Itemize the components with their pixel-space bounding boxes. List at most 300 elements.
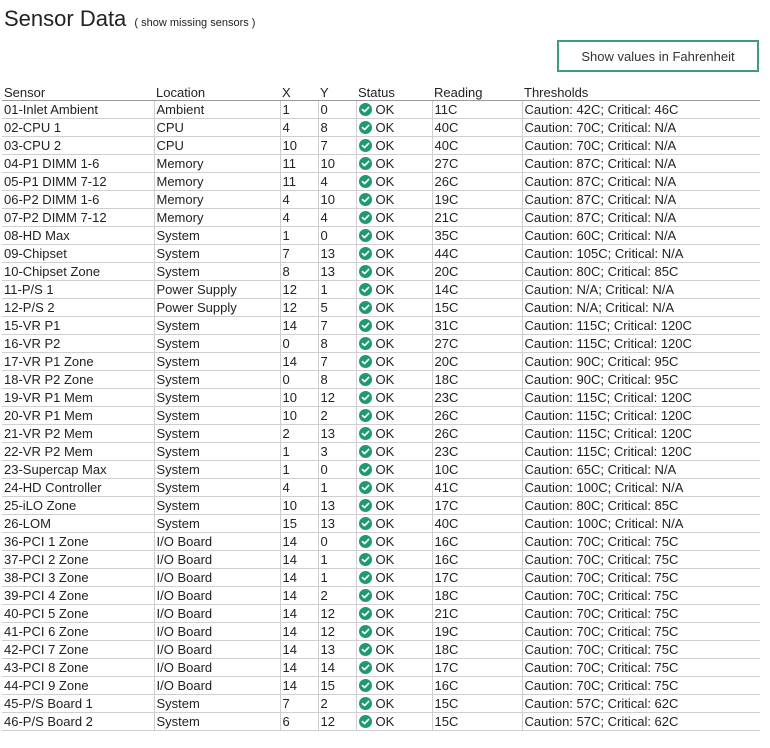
status-text: OK	[375, 210, 395, 225]
status-text: OK	[375, 156, 395, 171]
sensor-reading: 26C	[432, 173, 522, 191]
sensor-thresholds: Caution: 60C; Critical: N/A	[522, 227, 760, 245]
table-row	[2, 569, 760, 587]
sensor-x: 4	[280, 119, 318, 137]
table-row	[2, 533, 760, 551]
status-text: OK	[375, 138, 395, 153]
check-circle-icon	[359, 409, 372, 422]
status-text: OK	[375, 570, 395, 585]
sensor-x: 14	[280, 677, 318, 695]
sensor-name: 46-P/S Board 2	[2, 713, 154, 731]
sensor-y: 15	[318, 677, 356, 695]
column-header-thresholds[interactable]: Thresholds	[522, 82, 760, 101]
sensor-name: 18-VR P2 Zone	[2, 371, 154, 389]
sensor-x: 14	[280, 533, 318, 551]
sensor-x: 10	[280, 389, 318, 407]
sensor-location: I/O Board	[154, 587, 280, 605]
sensor-thresholds: Caution: 70C; Critical: 75C	[522, 605, 760, 623]
sensor-y: 12	[318, 605, 356, 623]
sensor-reading: 18C	[432, 371, 522, 389]
sensor-thresholds: Caution: 57C; Critical: 62C	[522, 713, 760, 731]
check-circle-icon	[359, 391, 372, 404]
sensor-y: 1	[318, 551, 356, 569]
sensor-thresholds: Caution: 42C; Critical: 46C	[522, 101, 760, 119]
sensor-status	[356, 209, 432, 227]
sensor-name: 07-P2 DIMM 7-12	[2, 209, 154, 227]
sensor-name: 01-Inlet Ambient	[2, 101, 154, 119]
sensor-status	[356, 497, 432, 515]
column-header-reading[interactable]: Reading	[432, 82, 522, 101]
sensor-status	[356, 389, 432, 407]
sensor-name: 45-P/S Board 1	[2, 695, 154, 713]
sensor-reading: 11C	[432, 101, 522, 119]
status-text: OK	[375, 678, 395, 693]
sensor-location: System	[154, 353, 280, 371]
sensor-name: 22-VR P2 Mem	[2, 443, 154, 461]
column-header-y[interactable]: Y	[318, 82, 356, 101]
sensor-y: 0	[318, 533, 356, 551]
sensor-location: System	[154, 263, 280, 281]
status-text: OK	[375, 534, 395, 549]
sensor-location: System	[154, 371, 280, 389]
status-text: OK	[375, 552, 395, 567]
sensor-name: 26-LOM	[2, 515, 154, 533]
sensor-x: 7	[280, 695, 318, 713]
sensor-name: 39-PCI 4 Zone	[2, 587, 154, 605]
sensor-location: System	[154, 695, 280, 713]
sensor-y: 1	[318, 479, 356, 497]
sensor-location: I/O Board	[154, 569, 280, 587]
check-circle-icon	[359, 589, 372, 602]
sensor-reading: 17C	[432, 497, 522, 515]
sensor-y: 1	[318, 281, 356, 299]
sensor-location: I/O Board	[154, 641, 280, 659]
sensor-location: Memory	[154, 173, 280, 191]
sensor-y: 13	[318, 245, 356, 263]
table-row	[2, 335, 760, 353]
status-text: OK	[375, 120, 395, 135]
sensor-name: 09-Chipset	[2, 245, 154, 263]
sensor-name: 08-HD Max	[2, 227, 154, 245]
sensor-reading: 19C	[432, 623, 522, 641]
sensor-thresholds: Caution: 87C; Critical: N/A	[522, 173, 760, 191]
table-row	[2, 713, 760, 731]
sensor-x: 4	[280, 191, 318, 209]
sensor-thresholds: Caution: 70C; Critical: N/A	[522, 137, 760, 155]
table-row	[2, 515, 760, 533]
sensor-y: 2	[318, 587, 356, 605]
sensor-y: 13	[318, 263, 356, 281]
check-circle-icon	[359, 679, 372, 692]
sensor-x: 7	[280, 245, 318, 263]
check-circle-icon	[359, 229, 372, 242]
status-text: OK	[375, 624, 395, 639]
table-row	[2, 461, 760, 479]
sensor-location: I/O Board	[154, 677, 280, 695]
sensor-thresholds: Caution: 80C; Critical: 85C	[522, 497, 760, 515]
column-header-location[interactable]: Location	[154, 82, 280, 101]
sensor-reading: 15C	[432, 713, 522, 731]
sensor-y: 13	[318, 641, 356, 659]
status-text: OK	[375, 264, 395, 279]
sensor-y: 7	[318, 317, 356, 335]
sensor-location: CPU	[154, 137, 280, 155]
status-text: OK	[375, 480, 395, 495]
status-text: OK	[375, 228, 395, 243]
table-row	[2, 119, 760, 137]
sensor-name: 04-P1 DIMM 1-6	[2, 155, 154, 173]
status-text: OK	[375, 588, 395, 603]
sensor-reading: 23C	[432, 443, 522, 461]
status-text: OK	[375, 318, 395, 333]
sensor-name: 02-CPU 1	[2, 119, 154, 137]
sensor-thresholds: Caution: 70C; Critical: 75C	[522, 677, 760, 695]
sensor-thresholds: Caution: 90C; Critical: 95C	[522, 371, 760, 389]
sensor-y: 2	[318, 695, 356, 713]
sensor-table-body	[2, 101, 760, 731]
sensor-status	[356, 407, 432, 425]
sensor-status	[356, 299, 432, 317]
check-circle-icon	[359, 517, 372, 530]
sensor-status	[356, 137, 432, 155]
table-row	[2, 677, 760, 695]
sensor-y: 0	[318, 227, 356, 245]
sensor-y: 8	[318, 335, 356, 353]
sensor-status	[356, 281, 432, 299]
sensor-location: System	[154, 407, 280, 425]
table-row	[2, 317, 760, 335]
table-row	[2, 299, 760, 317]
sensor-reading: 44C	[432, 245, 522, 263]
table-row	[2, 623, 760, 641]
status-text: OK	[375, 606, 395, 621]
sensor-reading: 18C	[432, 587, 522, 605]
sensor-x: 2	[280, 425, 318, 443]
table-row	[2, 101, 760, 119]
sensor-status	[356, 605, 432, 623]
sensor-thresholds: Caution: 115C; Critical: 120C	[522, 407, 760, 425]
table-row	[2, 371, 760, 389]
sensor-status	[356, 587, 432, 605]
check-circle-icon	[359, 499, 372, 512]
sensor-status	[356, 353, 432, 371]
sensor-status	[356, 101, 432, 119]
table-row	[2, 407, 760, 425]
sensor-location: System	[154, 317, 280, 335]
sensor-thresholds: Caution: 115C; Critical: 120C	[522, 425, 760, 443]
sensor-x: 11	[280, 155, 318, 173]
status-text: OK	[375, 246, 395, 261]
sensor-x: 14	[280, 587, 318, 605]
status-text: OK	[375, 192, 395, 207]
sensor-status	[356, 623, 432, 641]
check-circle-icon	[359, 139, 372, 152]
table-row	[2, 497, 760, 515]
sensor-location: System	[154, 425, 280, 443]
sensor-y: 8	[318, 371, 356, 389]
check-circle-icon	[359, 355, 372, 368]
status-text: OK	[375, 444, 395, 459]
sensor-status	[356, 551, 432, 569]
sensor-thresholds: Caution: 70C; Critical: 75C	[522, 569, 760, 587]
sensor-thresholds: Caution: 115C; Critical: 120C	[522, 335, 760, 353]
check-circle-icon	[359, 193, 372, 206]
table-row	[2, 425, 760, 443]
table-row	[2, 209, 760, 227]
sensor-y: 2	[318, 407, 356, 425]
sensor-thresholds: Caution: 70C; Critical: N/A	[522, 119, 760, 137]
sensor-status	[356, 245, 432, 263]
status-text: OK	[375, 462, 395, 477]
sensor-thresholds: Caution: 87C; Critical: N/A	[522, 209, 760, 227]
sensor-reading: 27C	[432, 155, 522, 173]
status-text: OK	[375, 390, 395, 405]
sensor-location: Memory	[154, 155, 280, 173]
sensor-location: System	[154, 245, 280, 263]
sensor-status	[356, 317, 432, 335]
table-row	[2, 641, 760, 659]
status-text: OK	[375, 714, 395, 729]
sensor-status	[356, 443, 432, 461]
sensor-y: 8	[318, 119, 356, 137]
sensor-thresholds: Caution: 70C; Critical: 75C	[522, 641, 760, 659]
sensor-status	[356, 659, 432, 677]
status-text: OK	[375, 372, 395, 387]
sensor-y: 13	[318, 497, 356, 515]
sensor-x: 14	[280, 605, 318, 623]
sensor-name: 21-VR P2 Mem	[2, 425, 154, 443]
sensor-location: System	[154, 389, 280, 407]
sensor-status	[356, 263, 432, 281]
sensor-y: 12	[318, 389, 356, 407]
sensor-name: 19-VR P1 Mem	[2, 389, 154, 407]
sensor-name: 06-P2 DIMM 1-6	[2, 191, 154, 209]
sensor-x: 1	[280, 101, 318, 119]
sensor-name: 17-VR P1 Zone	[2, 353, 154, 371]
sensor-thresholds: Caution: 105C; Critical: N/A	[522, 245, 760, 263]
sensor-x: 1	[280, 461, 318, 479]
sensor-reading: 15C	[432, 299, 522, 317]
check-circle-icon	[359, 157, 372, 170]
sensor-x: 14	[280, 353, 318, 371]
check-circle-icon	[359, 373, 372, 386]
sensor-name: 38-PCI 3 Zone	[2, 569, 154, 587]
sensor-reading: 26C	[432, 425, 522, 443]
sensor-name: 12-P/S 2	[2, 299, 154, 317]
sensor-y: 3	[318, 443, 356, 461]
sensor-y: 12	[318, 713, 356, 731]
sensor-y: 0	[318, 461, 356, 479]
sensor-y: 13	[318, 515, 356, 533]
sensor-name: 40-PCI 5 Zone	[2, 605, 154, 623]
sensor-name: 44-PCI 9 Zone	[2, 677, 154, 695]
sensor-reading: 40C	[432, 119, 522, 137]
sensor-y: 13	[318, 425, 356, 443]
check-circle-icon	[359, 463, 372, 476]
column-header-sensor[interactable]: Sensor	[2, 82, 154, 101]
sensor-name: 24-HD Controller	[2, 479, 154, 497]
check-circle-icon	[359, 481, 372, 494]
sensor-y: 7	[318, 137, 356, 155]
sensor-thresholds: Caution: 90C; Critical: 95C	[522, 353, 760, 371]
sensor-reading: 17C	[432, 569, 522, 587]
show-missing-sensors-link[interactable]: show missing sensors	[141, 17, 249, 29]
sensor-name: 42-PCI 7 Zone	[2, 641, 154, 659]
sensor-reading: 20C	[432, 353, 522, 371]
sensor-status	[356, 515, 432, 533]
sensor-y: 4	[318, 173, 356, 191]
check-circle-icon	[359, 265, 372, 278]
sensor-name: 11-P/S 1	[2, 281, 154, 299]
table-row	[2, 659, 760, 677]
sensor-location: I/O Board	[154, 533, 280, 551]
sensor-x: 15	[280, 515, 318, 533]
sensor-x: 14	[280, 641, 318, 659]
sensor-status	[356, 569, 432, 587]
sensor-x: 4	[280, 209, 318, 227]
sensor-location: System	[154, 479, 280, 497]
table-row	[2, 695, 760, 713]
check-circle-icon	[359, 571, 372, 584]
sensor-thresholds: Caution: 70C; Critical: 75C	[522, 623, 760, 641]
sensor-status	[356, 191, 432, 209]
sensor-x: 6	[280, 713, 318, 731]
sensor-thresholds: Caution: 57C; Critical: 62C	[522, 695, 760, 713]
sensor-x: 1	[280, 227, 318, 245]
show-fahrenheit-button[interactable]: Show values in Fahrenheit	[557, 40, 759, 72]
sensor-reading: 23C	[432, 389, 522, 407]
check-circle-icon	[359, 211, 372, 224]
table-row	[2, 245, 760, 263]
sensor-status	[356, 425, 432, 443]
check-circle-icon	[359, 661, 372, 674]
sensor-y: 1	[318, 569, 356, 587]
check-circle-icon	[359, 553, 372, 566]
sensor-reading: 31C	[432, 317, 522, 335]
sensor-thresholds: Caution: 70C; Critical: 75C	[522, 551, 760, 569]
sensor-reading: 14C	[432, 281, 522, 299]
sensor-status	[356, 461, 432, 479]
sensor-name: 05-P1 DIMM 7-12	[2, 173, 154, 191]
check-circle-icon	[359, 625, 372, 638]
sensor-status	[356, 533, 432, 551]
sensor-status	[356, 119, 432, 137]
check-circle-icon	[359, 715, 372, 728]
sensor-name: 36-PCI 1 Zone	[2, 533, 154, 551]
sensor-name: 25-iLO Zone	[2, 497, 154, 515]
sensor-reading: 21C	[432, 605, 522, 623]
sensor-location: System	[154, 335, 280, 353]
sensor-location: I/O Board	[154, 605, 280, 623]
sensor-reading: 41C	[432, 479, 522, 497]
sensor-x: 12	[280, 299, 318, 317]
sensor-x: 10	[280, 497, 318, 515]
column-header-x[interactable]: X	[280, 82, 318, 101]
sensor-status	[356, 173, 432, 191]
sensor-thresholds: Caution: N/A; Critical: N/A	[522, 281, 760, 299]
status-text: OK	[375, 174, 395, 189]
status-text: OK	[375, 516, 395, 531]
sensor-reading: 15C	[432, 695, 522, 713]
check-circle-icon	[359, 535, 372, 548]
sensor-reading: 16C	[432, 533, 522, 551]
sensor-y: 10	[318, 155, 356, 173]
table-row	[2, 263, 760, 281]
sensor-thresholds: Caution: 87C; Critical: N/A	[522, 155, 760, 173]
sensor-x: 11	[280, 173, 318, 191]
sensor-thresholds: Caution: 70C; Critical: 75C	[522, 533, 760, 551]
status-text: OK	[375, 282, 395, 297]
check-circle-icon	[359, 697, 372, 710]
status-text: OK	[375, 408, 395, 423]
sensor-reading: 40C	[432, 515, 522, 533]
sensor-y: 12	[318, 623, 356, 641]
check-circle-icon	[359, 283, 372, 296]
sensor-x: 14	[280, 317, 318, 335]
missing-sensors-toggle: ( show missing sensors )	[134, 17, 256, 29]
table-row	[2, 389, 760, 407]
sensor-thresholds: Caution: 70C; Critical: 75C	[522, 659, 760, 677]
sensor-status	[356, 371, 432, 389]
sensor-x: 0	[280, 371, 318, 389]
sensor-reading: 35C	[432, 227, 522, 245]
sensor-status	[356, 677, 432, 695]
sensor-thresholds: Caution: 70C; Critical: 75C	[522, 587, 760, 605]
sensor-x: 14	[280, 623, 318, 641]
table-row	[2, 137, 760, 155]
sensor-x: 1	[280, 443, 318, 461]
check-circle-icon	[359, 175, 372, 188]
sensor-y: 0	[318, 101, 356, 119]
sensor-name: 37-PCI 2 Zone	[2, 551, 154, 569]
sensor-location: I/O Board	[154, 551, 280, 569]
sensor-thresholds: Caution: 100C; Critical: N/A	[522, 515, 760, 533]
sensor-status	[356, 695, 432, 713]
sensor-location: Memory	[154, 191, 280, 209]
sensor-location: Ambient	[154, 101, 280, 119]
check-circle-icon	[359, 427, 372, 440]
check-circle-icon	[359, 445, 372, 458]
sensor-thresholds: Caution: 115C; Critical: 120C	[522, 317, 760, 335]
sensor-y: 7	[318, 353, 356, 371]
sensor-thresholds: Caution: 65C; Critical: N/A	[522, 461, 760, 479]
sensor-thresholds: Caution: N/A; Critical: N/A	[522, 299, 760, 317]
sensor-name: 03-CPU 2	[2, 137, 154, 155]
sensor-location: System	[154, 461, 280, 479]
sensor-location: System	[154, 713, 280, 731]
status-text: OK	[375, 102, 395, 117]
sensor-table	[2, 82, 760, 731]
sensor-x: 10	[280, 407, 318, 425]
table-row	[2, 173, 760, 191]
check-circle-icon	[359, 103, 372, 116]
sensor-location: System	[154, 515, 280, 533]
sensor-reading: 16C	[432, 677, 522, 695]
sensor-location: Power Supply	[154, 299, 280, 317]
sensor-x: 14	[280, 659, 318, 677]
page-title-text: Sensor Data	[4, 6, 127, 31]
sensor-reading: 40C	[432, 137, 522, 155]
status-text: OK	[375, 354, 395, 369]
table-row	[2, 227, 760, 245]
column-header-status[interactable]: Status	[356, 82, 432, 101]
sensor-y: 14	[318, 659, 356, 677]
sensor-y: 4	[318, 209, 356, 227]
table-row	[2, 605, 760, 623]
sensor-location: Power Supply	[154, 281, 280, 299]
sensor-x: 14	[280, 569, 318, 587]
table-row	[2, 281, 760, 299]
